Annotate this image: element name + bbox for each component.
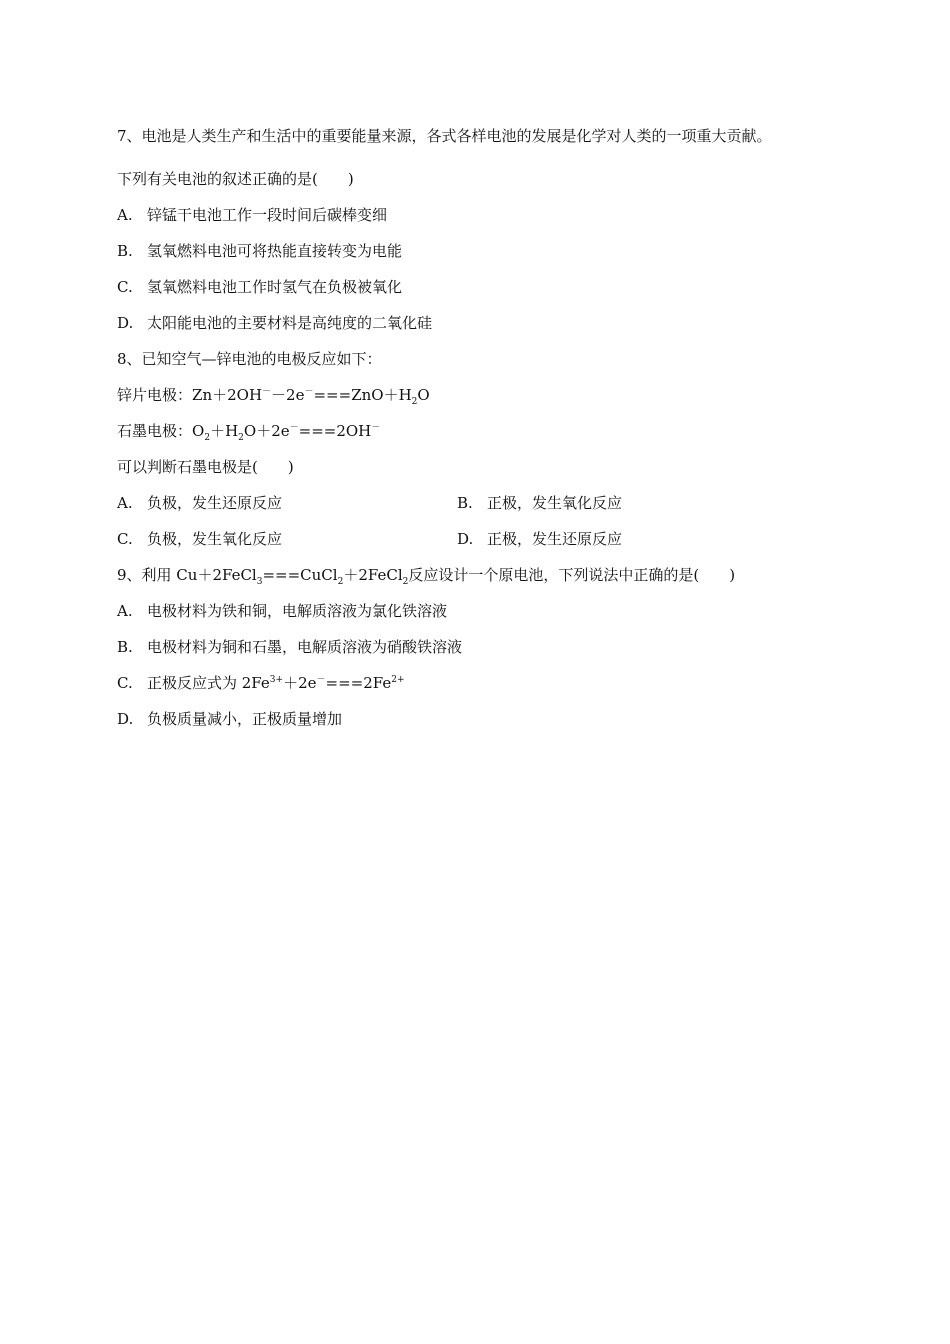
q7-option-b xyxy=(117,241,402,261)
option-text: 锌锰干电池工作一段时间后碳棒变细 xyxy=(147,206,388,224)
option-letter: C. xyxy=(117,530,133,548)
q9-stem-part: ＋2FeCl xyxy=(343,566,403,584)
graphite-eq-sub: 2 xyxy=(238,433,244,443)
option-text: 正极，发生还原反应 xyxy=(487,530,623,548)
option-sup: － xyxy=(316,675,326,685)
q9-stem-part: ===CuCl xyxy=(262,566,338,584)
graphite-eq-part: ===2OH xyxy=(298,422,372,440)
q9-option-b xyxy=(117,637,462,657)
q8-stem: 8、已知空气—锌电池的电极反应如下： xyxy=(117,350,382,368)
q8-question: 可以判断石墨电极是( ) xyxy=(117,458,294,476)
q9-option-a xyxy=(117,601,447,621)
option-text: 氢氧燃料电池可将热能直接转变为电能 xyxy=(147,242,403,260)
q8-graphite-electrode xyxy=(117,421,380,441)
option-text: 负极，发生氧化反应 xyxy=(147,530,283,548)
graphite-eq-part: ＋H xyxy=(210,422,239,440)
graphite-eq-sup: － xyxy=(289,423,299,433)
q7-option-d xyxy=(117,313,432,333)
graphite-eq-sup: － xyxy=(371,423,381,433)
option-text: 太阳能电池的主要材料是高纯度的二氧化硅 xyxy=(147,314,433,332)
option-letter: A. xyxy=(117,602,133,620)
option-text: 负极，发生还原反应 xyxy=(147,494,283,512)
zinc-eq-part: －2e xyxy=(271,386,305,404)
option-letter: A. xyxy=(117,494,133,512)
option-sup: 3+ xyxy=(269,675,284,685)
option-text: ===2Fe xyxy=(325,674,392,692)
q9-option-d xyxy=(117,709,342,729)
q9-stem-part: 9、利用 Cu＋2FeCl xyxy=(117,566,257,584)
graphite-label: 石墨电极： xyxy=(117,422,193,440)
option-letter: D. xyxy=(117,314,134,332)
q7-option-a xyxy=(117,205,387,225)
option-letter: D. xyxy=(457,530,474,548)
option-letter: B. xyxy=(457,494,473,512)
option-letter: B. xyxy=(117,242,133,260)
q7-stem-line2: 下列有关电池的叙述正确的是( ) xyxy=(117,170,354,188)
q8-option-b xyxy=(457,493,622,513)
option-text: 电极材料为铁和铜，电解质溶液为氯化铁溶液 xyxy=(147,602,448,620)
option-text: 负极质量减小，正极质量增加 xyxy=(147,710,343,728)
graphite-eq-sub: 2 xyxy=(204,433,211,443)
q9-stem xyxy=(117,565,735,585)
q8-option-d xyxy=(457,529,622,549)
graphite-eq-part: O＋2e xyxy=(243,422,290,440)
zinc-eq-part: Zn＋2OH xyxy=(192,386,263,404)
option-letter: D. xyxy=(117,710,134,728)
q8-option-a xyxy=(117,493,282,513)
q8-zinc-electrode xyxy=(117,385,430,405)
q9-stem-sub: 3 xyxy=(256,577,263,587)
q9-option-c xyxy=(117,673,405,693)
option-text: 正极，发生氧化反应 xyxy=(487,494,623,512)
zinc-eq-part: ===ZnO＋H xyxy=(313,386,412,404)
q8-option-c xyxy=(117,529,282,549)
option-letter: B. xyxy=(117,638,133,656)
option-text: ＋2e xyxy=(283,674,317,692)
q9-stem-part: 反应设计一个原电池，下列说法中正确的是( ) xyxy=(408,566,736,584)
zinc-eq-sub: 2 xyxy=(411,397,418,407)
zinc-label: 锌片电极： xyxy=(117,386,193,404)
option-sup: 2+ xyxy=(391,675,405,685)
option-letter: C. xyxy=(117,278,133,296)
option-text: 正极反应式为 2Fe xyxy=(147,674,270,692)
zinc-eq-part: O xyxy=(417,386,430,404)
zinc-eq-sup: － xyxy=(262,387,272,397)
q9-stem-sub: 2 xyxy=(402,577,409,587)
q9-stem-sub: 2 xyxy=(337,577,344,587)
option-text: 氢氧燃料电池工作时氢气在负极被氧化 xyxy=(147,278,403,296)
option-letter: C. xyxy=(117,674,133,692)
graphite-eq-part: O xyxy=(192,422,205,440)
option-letter: A. xyxy=(117,206,133,224)
q7-option-c xyxy=(117,277,402,297)
option-text: 电极材料为铜和石墨，电解质溶液为硝酸铁溶液 xyxy=(147,638,463,656)
q7-stem-line1: 7、电池是人类生产和生活中的重要能量来源，各式各样电池的发展是化学对人类的一项重大贡献。 xyxy=(117,127,772,145)
zinc-eq-sup: － xyxy=(304,387,314,397)
